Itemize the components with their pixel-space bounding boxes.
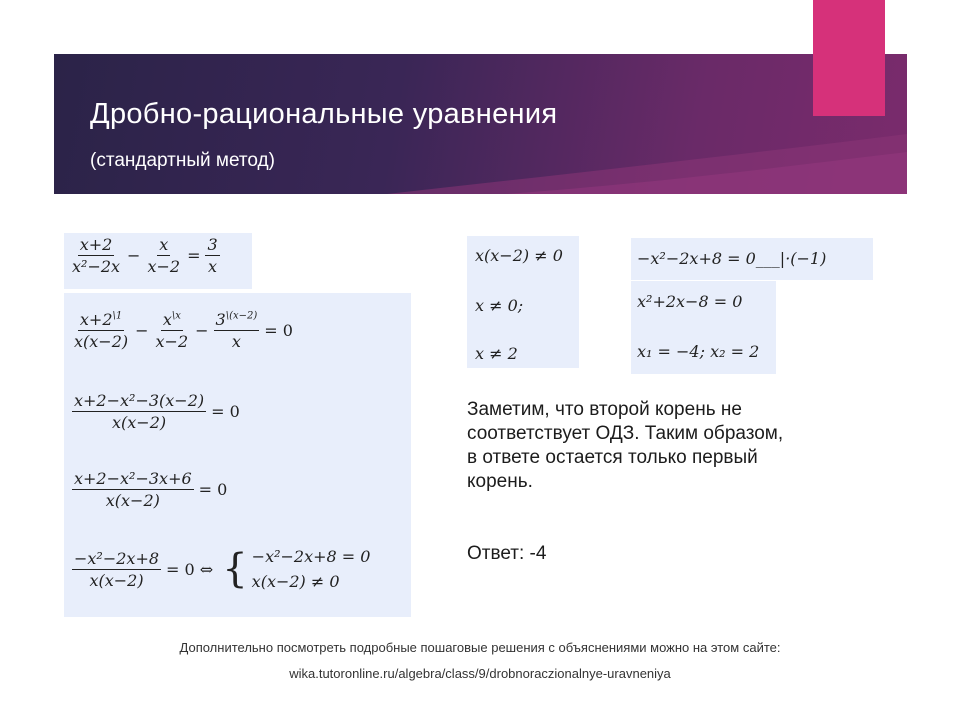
footer-note: Дополнительно посмотреть подробные пошаговые решения с объяснениями можно на этом сайте: xyxy=(179,640,781,655)
explanation-text: Заметим, что второй корень не соответствует ОДЗ. Таким образом, в ответе остается только первый корень. xyxy=(467,399,784,492)
slide-title: Дробно-рациональные уравнения xyxy=(90,98,558,130)
odz-line-2: x ≠ 0; xyxy=(475,296,524,315)
system-brace: { xyxy=(222,546,248,592)
equation-3: $\frac{\text{x+2−x²−3(x−2)}}{x(x-2)}$ = 0 xyxy=(74,391,240,432)
solve-line-2: x²+2x−8 = 0 xyxy=(637,292,743,311)
footer-link[interactable]: wika.tutoronline.ru/algebra/class/9/drobnoraczionalnye-uravneniya xyxy=(289,666,671,681)
answer-text: Ответ: -4 xyxy=(467,543,547,564)
equation-2: $\frac{x+2^{\backslash 1}}{x(x-2)}$ − $\frac{x^{\backslash x}}{x-2}$ − $\frac{3^{\backslash(x-2)}}{x}$ = 0 xyxy=(74,310,293,351)
equation-4: $\frac{\text{x+2−x²−3x+6}}{x(x-2)}$ = 0 xyxy=(74,469,228,510)
solve-line-3: x₁ = −4; x₂ = 2 xyxy=(637,342,760,361)
odz-line-3: x ≠ 2 xyxy=(475,344,518,363)
equation-1: $\frac{x+2}{\text{x²−2x}}$ − $\frac{x}{x-2}$ = $\frac{3}{x}$ xyxy=(72,235,218,276)
equation-5: $\frac{\text{−x²−2x+8}}{x(x-2)}$ = 0 ⇔ { −x²−2x+8 = 0 x(x−2) ≠ 0 xyxy=(74,546,371,592)
banner-wave-decoration xyxy=(387,134,907,194)
solve-line-1: −x²−2x+8 = 0___|·(−1) xyxy=(637,249,827,268)
odz-line-1: x(x−2) ≠ 0 xyxy=(475,246,563,265)
accent-bar xyxy=(813,0,885,116)
slide-subtitle: (стандартный метод) xyxy=(90,150,275,171)
